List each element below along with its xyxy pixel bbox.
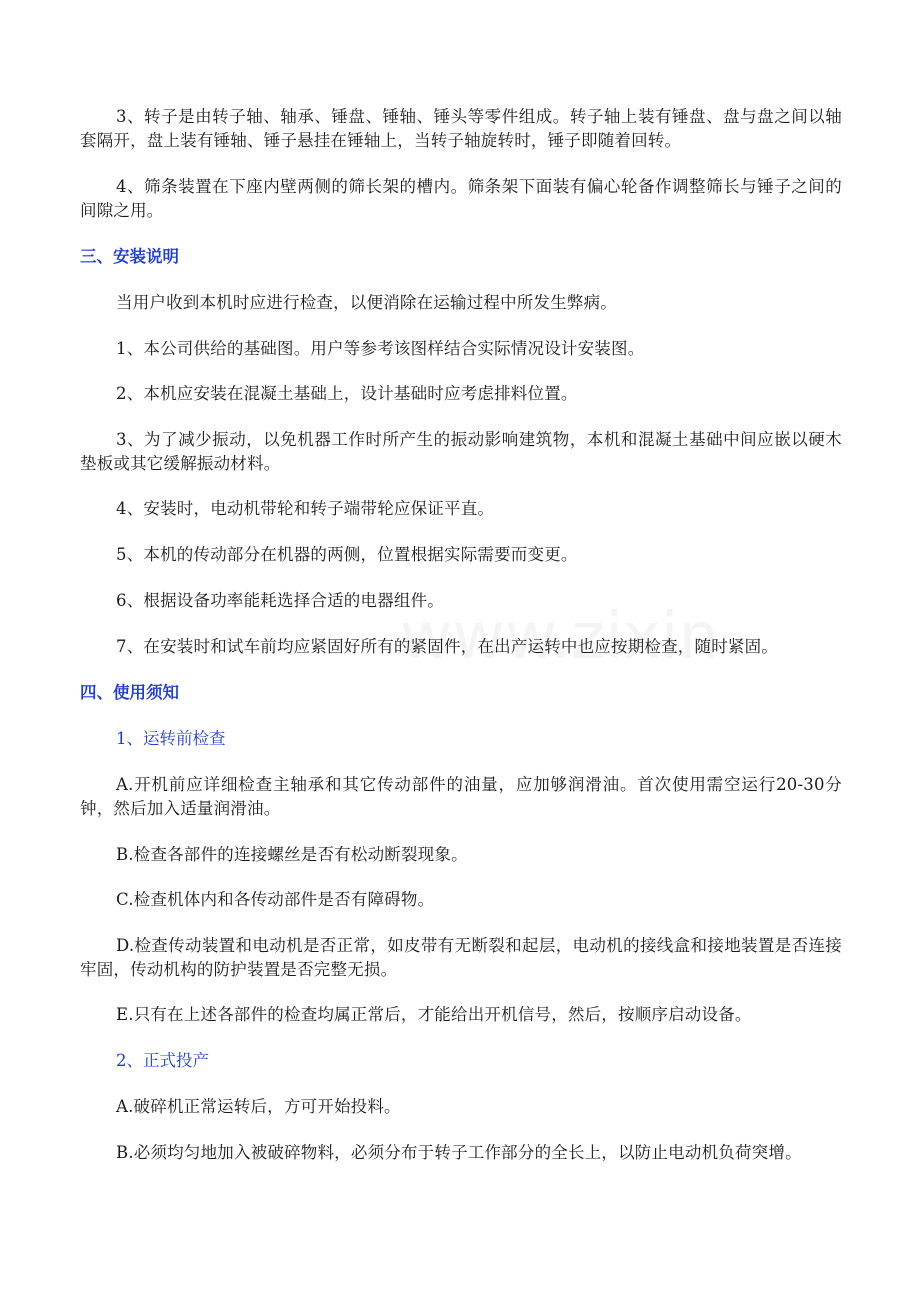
paragraph-rotor: 3、转子是由转子轴、轴承、锤盘、锤轴、锤头等零件组成。转子轴上装有锤盘、盘与盘之间以轴套隔开，盘上装有锤轴、锤子悬挂在锤轴上，当转子轴旋转时，锤子即随着回转。 — [80, 107, 842, 150]
section-heading-installation: 三、安装说明 — [80, 247, 179, 266]
subheading-pre-run-check: 1、运转前检查 — [116, 729, 226, 748]
installation-item-4: 4、安装时，电动机带轮和转子端带轮应保证平直。 — [116, 499, 495, 518]
production-item-a: A.破碎机正常运转后，方可开始投料。 — [116, 1097, 401, 1116]
section-heading-usage: 四、使用须知 — [80, 683, 179, 702]
installation-item-5: 5、本机的传动部分在机器的两侧，位置根据实际需要而变更。 — [116, 545, 578, 564]
production-item-b: B.必须均匀地加入被破碎物料，必须分布于转子工作部分的全长上，以防止电动机负荷突增。 — [116, 1143, 802, 1162]
paragraph-screen: 4、筛条装置在下座内壁两侧的筛长架的槽内。筛条架下面装有偏心轮备作调整筛长与锤子之间的间隙之用。 — [80, 177, 842, 220]
pre-run-item-a: A.开机前应详细检查主轴承和其它传动部件的油量，应加够润滑油。首次使用需空运行20-30分钟，然后加入适量润滑油。 — [80, 775, 842, 818]
pre-run-item-b: B.检查各部件的连接螺丝是否有松动断裂现象。 — [116, 845, 468, 864]
installation-item-2: 2、本机应安装在混凝土基础上，设计基础时应考虑排料位置。 — [116, 384, 578, 403]
subheading-production: 2、正式投产 — [116, 1051, 209, 1070]
installation-item-7: 7、在安装时和试车前均应紧固好所有的紧固件，在出产运转中也应按期检查，随时紧固。 — [116, 637, 778, 656]
installation-item-6: 6、根据设备功率能耗选择合适的电器组件。 — [116, 591, 444, 610]
installation-item-1: 1、本公司供给的基础图。用户等参考该图样结合实际情况设计安装图。 — [116, 339, 645, 358]
installation-item-3: 3、为了减少振动，以免机器工作时所产生的振动影响建筑物，本机和混凝土基础中间应嵌以硬木垫板或其它缓解振动材料。 — [80, 430, 842, 473]
pre-run-item-d: D.检查传动装置和电动机是否正常，如皮带有无断裂和起层，电动机的接线盒和接地装置是否连接牢固，传动机构的防护装置是否完整无损。 — [80, 936, 842, 979]
pre-run-item-c: C.检查机体内和各传动部件是否有障碍物。 — [116, 890, 435, 909]
installation-intro: 当用户收到本机时应进行检查，以便消除在运输过程中所发生弊病。 — [116, 293, 617, 312]
pre-run-item-e: E.只有在上述各部件的检查均属正常后，才能给出开机信号，然后，按顺序启动设备。 — [116, 1005, 752, 1024]
